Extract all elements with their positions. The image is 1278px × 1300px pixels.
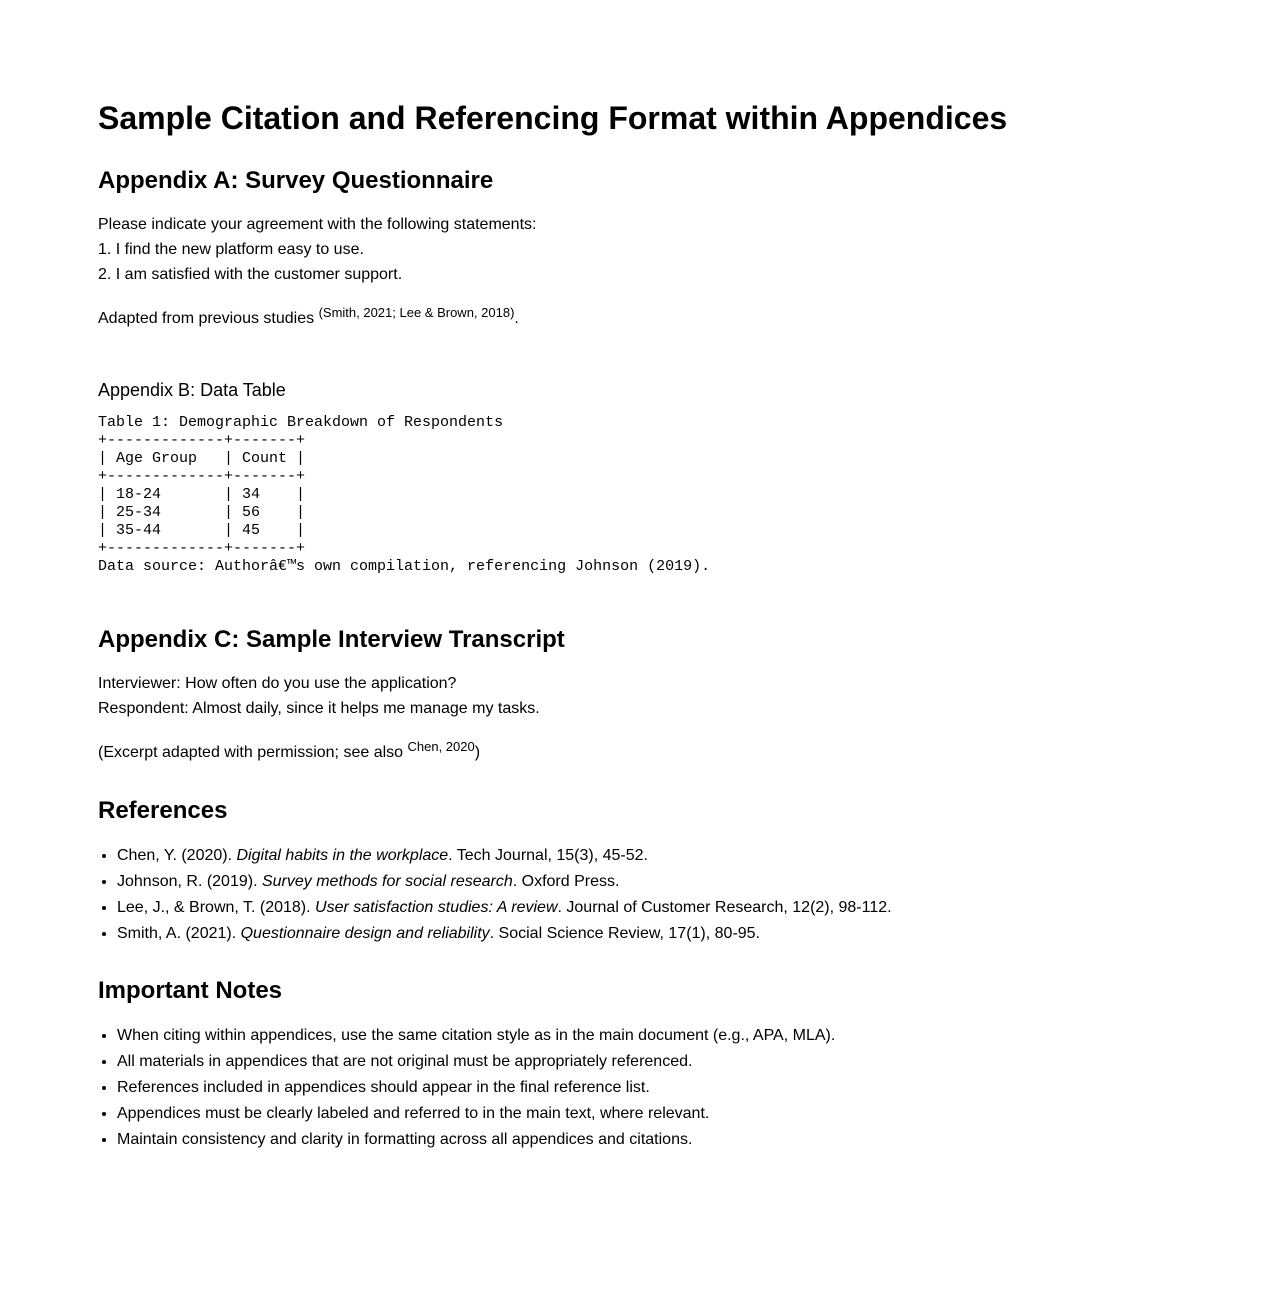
table-row: | 18-24 | 34 | [98,486,306,503]
list-item [117,869,1278,895]
list-item: • References included in appendices should appear in the final reference list. [117,1075,1278,1101]
notes-heading: Important Notes [98,977,283,1004]
survey-intro-text: Please indicate your agreement with the following statements: [98,216,537,233]
table-source: Data source: Authorâ€™s own compilation, referencing Johnson (2019). [98,558,711,575]
table-border: +-------------+-------+ [98,468,306,485]
appendix-c-heading: Appendix C: Sample Interview Transcript [98,626,565,653]
list-item: • When citing within appendices, use the same citation style as in the main document (e.g., APA, MLA). [117,1023,1278,1049]
reference-suffix: . Social Science Review, 17(1), 80-95. [489,925,761,942]
reference-suffix: . Tech Journal, 15(3), 45-52. [448,847,648,864]
appendix-a-heading: Appendix A: Survey Questionnaire [98,167,494,194]
reference-title: User satisfaction studies: A review [315,899,558,916]
reference-suffix: . Oxford Press. [512,873,620,890]
adapted-text: Adapted from previous studies [98,310,319,327]
table-border: +-------------+-------+ [98,432,306,449]
interview-transcript [98,671,1278,721]
table-row: | 35-44 | 45 | [98,522,306,539]
excerpt-end: ) [474,744,481,761]
list-item: • Appendices must be clearly labeled and referred to in the main text, where relevant. [117,1101,1278,1127]
reference-suffix: . Journal of Customer Research, 12(2), 98-112. [557,899,892,916]
interviewer-line: Interviewer: How often do you use the application? [98,675,457,692]
table-row: | 25-34 | 56 | [98,504,306,521]
appendix-b-heading: Appendix B: Data Table [98,380,286,400]
table-border: +-------------+-------+ [98,540,306,557]
reference-title: Questionnaire design and reliability [240,925,490,942]
list-item [117,843,1278,869]
notes-list [98,1023,1278,1153]
data-table-block [98,414,1278,576]
reference-title: Survey methods for social research [261,873,513,890]
table-caption: Table 1: Demographic Breakdown of Respondents [98,414,504,431]
table-header-row: | Age Group | Count | [98,450,306,467]
adapted-note [98,306,1278,331]
list-item: • Maintain consistency and clarity in formatting across all appendices and citations. [117,1127,1278,1153]
survey-statement: 2. I am satisfied with the customer support. [98,266,403,283]
list-item [117,921,1278,947]
respondent-line: Respondent: Almost daily, since it helps me manage my tasks. [98,700,540,717]
references-list [98,843,1278,947]
reference-prefix: Smith, A. (2021). [117,925,241,942]
reference-title: Digital habits in the workplace [236,847,449,864]
survey-intro [98,212,1278,287]
excerpt-note [98,740,1278,765]
reference-prefix: Lee, J., & Brown, T. (2018). [117,899,316,916]
adapted-citation: (Smith, 2021; Lee & Brown, 2018) [318,305,515,321]
references-heading: References [98,797,228,824]
adapted-end: . [514,310,519,327]
excerpt-text: (Excerpt adapted with permission; see also [98,744,408,761]
list-item [117,895,1278,921]
list-item: • All materials in appendices that are not original must be appropriately referenced. [117,1049,1278,1075]
page-title: Sample Citation and Referencing Format within Appendices [98,100,1008,136]
reference-prefix: Chen, Y. (2020). [117,847,237,864]
excerpt-citation: Chen, 2020 [407,739,475,755]
survey-statement: 1. I find the new platform easy to use. [98,241,364,258]
reference-prefix: Johnson, R. (2019). [117,873,262,890]
